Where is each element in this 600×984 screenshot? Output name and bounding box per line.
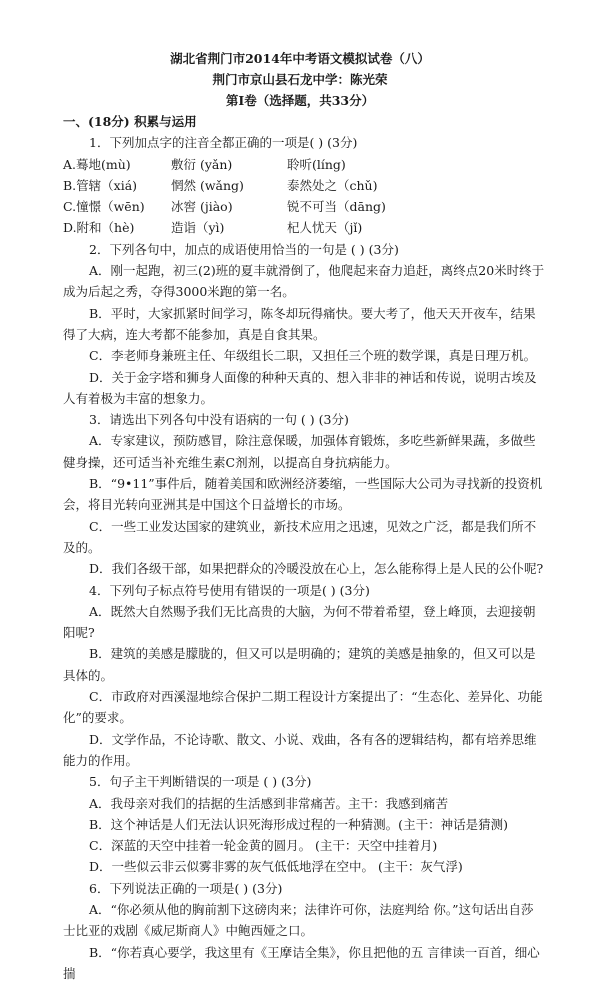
option-a-word-2: 敷衍 (yǎn) — [171, 156, 233, 172]
option-a-word-3: 聆听(líng) — [287, 156, 346, 172]
question-1-option-b — [63, 175, 545, 196]
question-2-stem: 2．下列各句中，加点的成语使用恰当的一句是 ( ) (3分) — [89, 241, 399, 257]
exam-header — [0, 0, 600, 111]
question-4-option-a: A．既然大自然赐予我们无比高贵的大脑，为何不带着希望，登上峰顶，去迎接朝阳呢? — [63, 603, 536, 641]
question-4-stem: 4．下列句子标点符号使用有错误的一项是( ) (3分) — [89, 582, 370, 598]
question-3-stem: 3．请选出下列各句中没有语病的一句 ( ) (3分) — [89, 412, 349, 428]
question-1-option-d — [63, 217, 545, 238]
question-3-option-b: B．“9•11”事件后，随着美国和欧洲经济萎缩，一些国际大公司为寻找新的投资机会，将目光转向亚洲其是中国这个日益增长的市场。 — [63, 476, 543, 513]
question-2-option-b: B．平时，大家抓紧时间学习，陈冬却玩得痛快。要大考了，他天天开夜车，结果得了大病，连大考都不能参加，真是自食其果。 — [63, 305, 536, 342]
option-c-word-3: 锐不可当（dāng) — [287, 199, 386, 215]
option-b-word-1: B.管辖（xiá) — [63, 177, 138, 193]
section-heading: 一、(18分) 积累与运用 — [63, 114, 197, 129]
option-d-word-1: D.附和（hè) — [63, 220, 135, 236]
question-3-option-d: D．我们各级干部，如果把群众的冷暖没放在心上，怎么能称得上是人民的公仆呢? — [89, 561, 544, 577]
option-d-word-3: 杞人忧天（jǐ) — [287, 220, 363, 236]
question-1-option-a — [63, 154, 545, 175]
question-5-option-b: B．这个神话是人们无法认识死海形成过程的一种猜测。(主干：神话是猜测) — [89, 816, 508, 832]
question-5-option-d: D．一些似云非云似雾非雾的灰气低低地浮在空中。 (主干：灰气浮) — [89, 859, 463, 875]
question-6-stem: 6．下列说法正确的一项是( ) (3分) — [89, 880, 283, 896]
question-5-option-a: A．我母亲对我们的拮据的生活感到非常痛苦。主干：我感到痛苦 — [89, 795, 449, 811]
question-3-option-a: A．专家建议，预防感冒，除注意保暖，加强体育锻炼，多吃些新鲜果蔬，多做些健身操，还可适当补充维生素C剂剂，以提高自身抗病能力。 — [63, 433, 536, 470]
exam-title: 湖北省荆门市2014年中考语文模拟试卷（八） — [170, 51, 430, 66]
question-2-option-d: D．关于金字塔和狮身人面像的种种天真的、想入非非的神话和传说，说明古埃及人有着极为丰富的想象力。 — [63, 369, 537, 406]
part-heading: 第Ⅰ卷（选择题，共33分） — [225, 93, 375, 108]
option-c-word-2: 冰窖 (jiào) — [171, 199, 233, 215]
question-3-option-c: C．一些工业发达国家的建筑业，新技术应用之迅速，见效之广泛，都是我们所不及的。 — [63, 518, 537, 555]
question-1-stem: 1．下列加点字的注音全都正确的一项是( ) (3分) — [89, 135, 358, 151]
question-4-option-b: B．建筑的美感是朦胧的，但又可以是明确的；建筑的美感是抽象的，但又可以是具体的。 — [63, 646, 536, 683]
question-1-option-c — [63, 196, 545, 217]
option-a-word-1: A.蓦地(mù) — [63, 156, 131, 172]
question-4-option-d: D．文学作品，不论诗歌、散文、小说、戏曲，各有各的逻辑结构，都有培养思维能力的作用。 — [63, 731, 537, 768]
option-b-word-3: 泰然处之（chǔ) — [287, 177, 378, 193]
author-line: 荆门市京山县石龙中学：陈光荣 — [212, 72, 388, 87]
question-2-option-a: A．刚一起跑，初三(2)班的夏丰就滑倒了，他爬起来奋力追赶，离终点20米时终于成为后起之秀，夺得3000米跑的第一名。 — [63, 263, 545, 300]
exam-content — [0, 111, 600, 984]
question-2-option-c: C．李老师身兼班主任、年级组长二职，又担任三个班的数学课，真是日理万机。 — [89, 348, 537, 364]
option-d-word-2: 造诣（yì) — [171, 220, 225, 236]
question-5-stem: 5．句子主干判断错误的一项是 ( ) (3分) — [89, 774, 312, 790]
option-b-word-2: 惘然 (wǎng) — [171, 177, 244, 193]
question-6-option-b: B．“你若真心要学，我这里有《王摩诘全集》，你且把他的五 言律读一百首，细心揣 — [63, 944, 540, 981]
question-4-option-c: C．市政府对西溪湿地综合保护二期工程设计方案提出了：“生态化、差异化、功能化”的要求。 — [63, 689, 543, 726]
question-6-option-a: A．“你必须从他的胸前割下这磅肉来；法律许可你，法庭判给 你。”这句话出自莎士比亚的戏剧《威尼斯商人》中鲍西娅之口。 — [63, 901, 534, 939]
question-5-option-c: C．深蓝的天空中挂着一轮金黄的圆月。 (主干：天空中挂着月) — [89, 838, 438, 854]
option-c-word-1: C.憧憬（wēn) — [63, 199, 145, 215]
